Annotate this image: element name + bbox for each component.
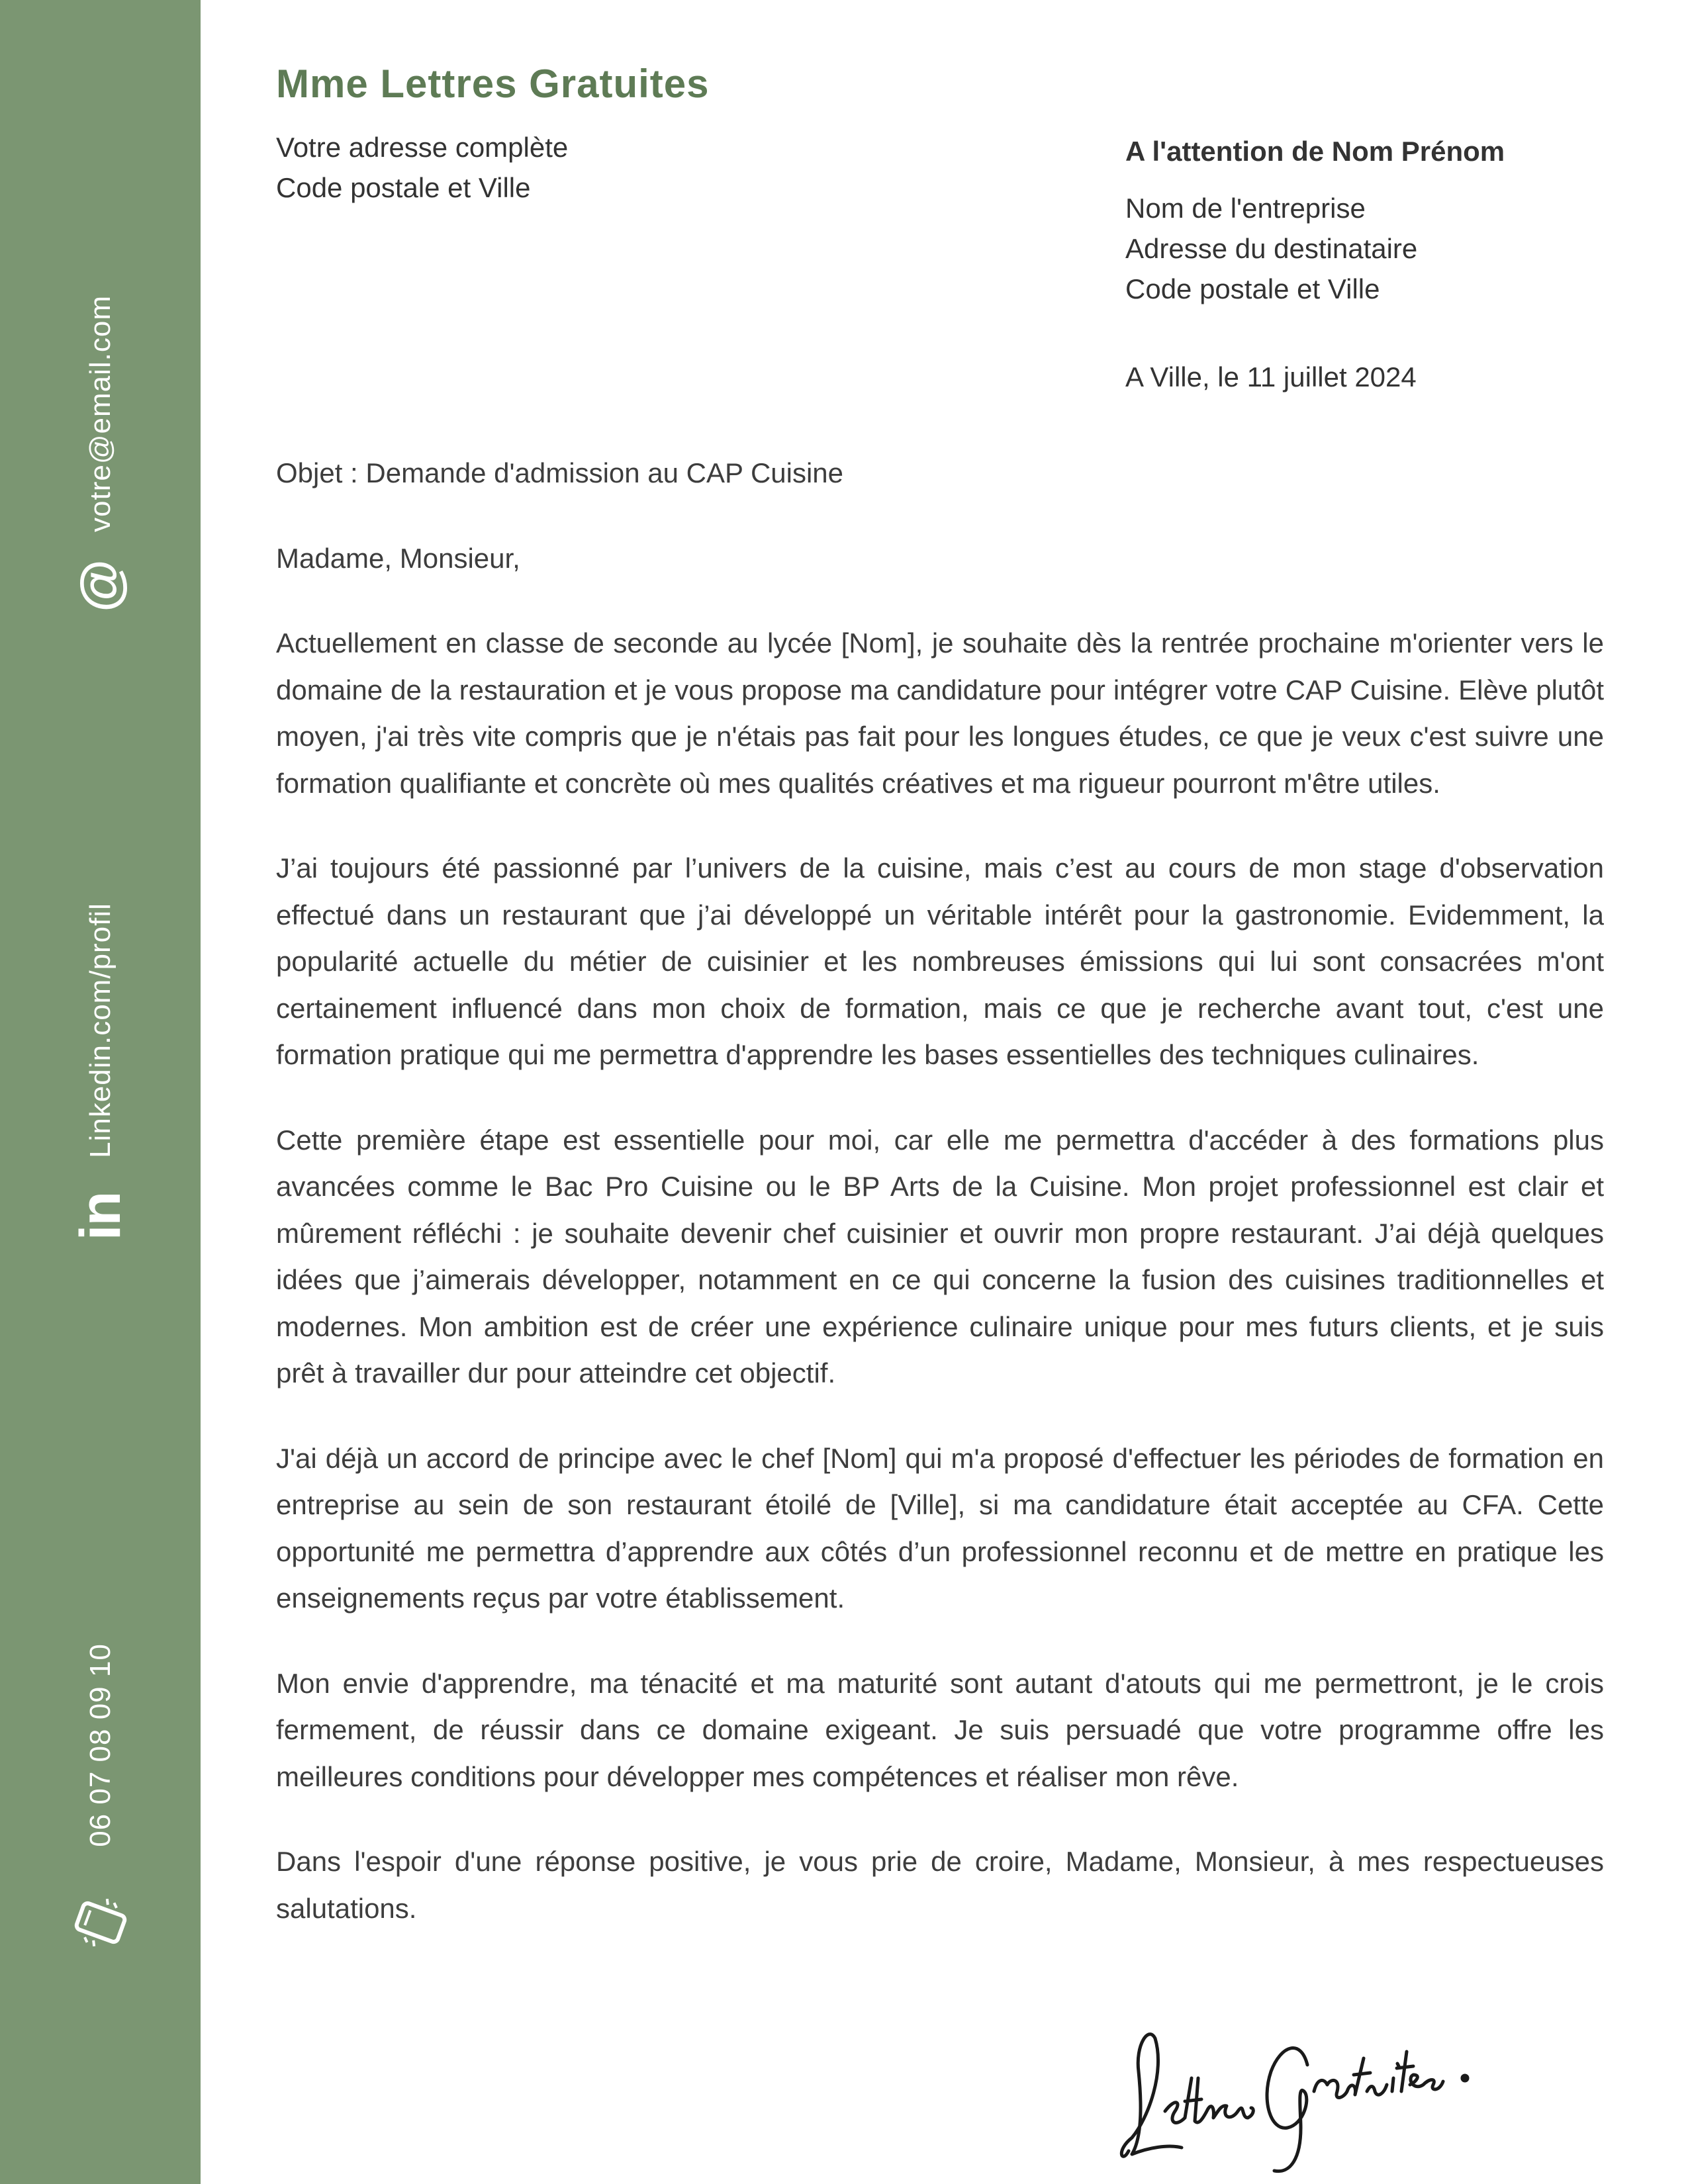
letter-date: A Ville, le 11 juillet 2024	[1125, 361, 1417, 392]
recipient-city: Code postale et Ville	[1125, 273, 1380, 304]
sender-address-line2: Code postale et Ville	[276, 172, 531, 203]
linkedin-icon: in	[69, 1192, 132, 1241]
signature	[1102, 1985, 1493, 2177]
paragraph-4: J'ai déjà un accord de principe avec le chef [Nom] qui m'a proposé d'effectuer les périodes de formation en entreprise au sein de son restaurant étoilé de [Ville], si ma candidature était acceptée au CFA. Cette opportunité me permettra d’apprendre aux côtés d’un professionnel reconnu et de mettre en pratique les enseignements reçus par votre établissement.	[276, 1442, 1604, 1614]
recipient-attention: A l'attention de Nom Prénom	[1125, 136, 1505, 167]
letter-salutation: Madame, Monsieur,	[276, 542, 520, 574]
at-icon: @	[70, 559, 130, 612]
letter-body	[276, 450, 1604, 1970]
paragraph-1: Actuellement en classe de seconde au lycée [Nom], je souhaite dès la rentrée prochaine m'orienter vers le domaine de la restauration et je vous propose ma candidature pour intégrer votre CAP Cuisine. Elève plutôt moyen, j'ai très vite compris que je n'étais pas fait pour les longues études, ce que je veux c'est suivre une formation qualifiante et concrète où mes qualités créatives et ma rigueur pourront m'être utiles.	[276, 627, 1604, 799]
sender-name: Mme Lettres Gratuites	[276, 62, 710, 106]
paragraph-closing: Dans l'espoir d'une réponse positive, je vous prie de croire, Madame, Monsieur, à mes respectueuses salutations.	[276, 1846, 1604, 1924]
sender-address	[276, 127, 568, 208]
recipient-company: Nom de l'entreprise	[1125, 193, 1366, 224]
sidebar	[0, 0, 201, 2184]
phone-text[interactable]: 06 07 08 09 10	[84, 1643, 117, 1847]
sender-address-line1: Votre adresse complète	[276, 132, 569, 163]
recipient-address: Adresse du destinataire	[1125, 233, 1418, 264]
paragraph-5: Mon envie d'apprendre, ma ténacité et ma maturité sont autant d'atouts qui me permettront, je le crois fermement, de réussir dans ce domaine exigeant. Je suis persuadé que votre programme offre les meilleures conditions pour développer mes compétences et réaliser mon rêve.	[276, 1667, 1604, 1792]
recipient-block	[1125, 131, 1505, 397]
phone-icon	[71, 1893, 130, 1952]
email-text[interactable]: votre@email.com	[84, 295, 117, 532]
paragraph-3: Cette première étape est essentielle pour moi, car elle me permettra d'accéder à des formations plus avancées comme le Bac Pro Cuisine ou le BP Arts de la Cuisine. Mon projet professionnel est clair et mûrement réfléchi : je souhaite devenir chef cuisinier et ouvrir mon propre restaurant. J’ai déjà quelques idées que j’aimerais développer, notamment en ce qui concerne la fusion des cuisines traditionnelles et modernes. Mon ambition est de créer une expérience culinaire unique pour mes futurs clients, et je suis prêt à travailler dur pour atteindre cet objectif.	[276, 1124, 1604, 1388]
letter-subject: Objet : Demande d'admission au CAP Cuisine	[276, 457, 844, 488]
paragraph-2: J’ai toujours été passionné par l’univers de la cuisine, mais c’est au cours de mon stage d'observation effectué dans un restaurant que j’ai développé un véritable intérêt pour la gastronomie. Evidemment, la popularité actuelle du métier de cuisinier et les nombreuses émissions qui lui sont consacrées m'ont certainement influencé dans mon choix de formation, mais ce que je recherche avant tout, c'est une formation pratique qui me permettra d'apprendre les bases essentielles des techniques culinaires.	[276, 852, 1604, 1070]
linkedin-text[interactable]: Linkedin.com/profil	[84, 903, 117, 1158]
